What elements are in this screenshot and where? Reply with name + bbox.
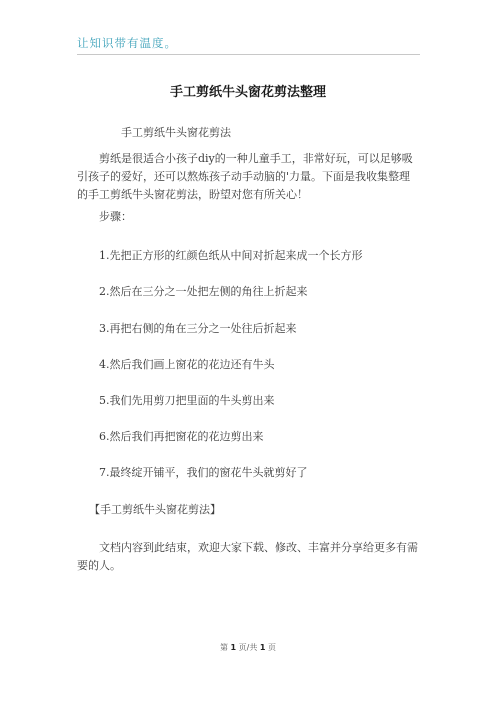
header-tagline: 让知识带有温度。 [77, 36, 177, 50]
step-item: 7.最终绽开铺平，我们的窗花牛头就剪好了 [99, 466, 308, 479]
footer-total-pages: 1 [259, 643, 266, 652]
footer-prefix: 第 [219, 643, 228, 652]
steps-heading: 步骤： [99, 210, 132, 223]
step-item: 6.然后我们再把窗花的花边剪出来 [99, 430, 264, 443]
bracket-title: 【手工剪纸牛头窗花剪法】 [89, 503, 221, 516]
footer-middle: 页/共 [238, 643, 258, 652]
document-subtitle: 手工剪纸牛头窗花剪法 [121, 126, 231, 139]
header-divider [77, 54, 420, 55]
step-item: 2.然后在三分之一处把左侧的角往上折起来 [99, 285, 308, 298]
step-item: 5.我们先用剪刀把里面的牛头剪出来 [99, 394, 275, 407]
step-item: 1.先把正方形的红颜色纸从中间对折起来成一个长方形 [99, 249, 363, 262]
footer-suffix: 页 [268, 643, 277, 652]
step-item: 4.然后我们画上窗花的花边还有牛头 [99, 358, 275, 371]
document-title: 手工剪纸牛头窗花剪法整理 [169, 85, 326, 100]
step-item: 3.再把右侧的角在三分之一处往后折起来 [99, 322, 297, 335]
outro-paragraph: 文档内容到此结束，欢迎大家下载、修改、丰富并分享给更多有需要的人。 [77, 541, 418, 572]
page-footer [0, 642, 496, 653]
footer-page-number: 1 [230, 643, 237, 652]
intro-paragraph: 剪纸是很适合小孩子diy的一种儿童手工，非常好玩，可以足够吸引孩子的爱好，还可以熬炼孩子动手动脑的'力量。下面是我收集整理的手工剪纸牛头窗花剪法，盼望对您有所关心！ [77, 152, 413, 201]
